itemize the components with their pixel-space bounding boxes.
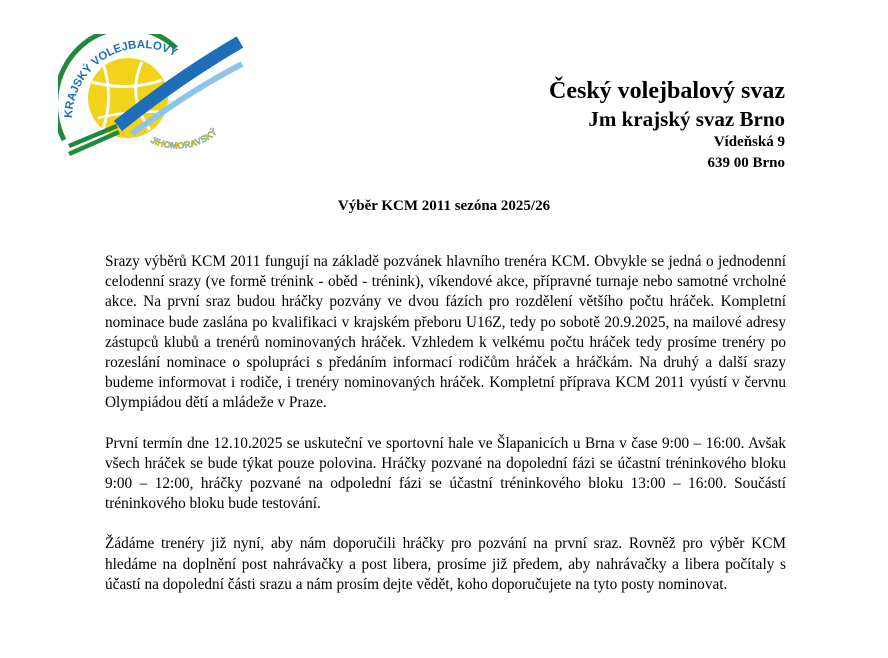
document-body (105, 252, 786, 615)
address-city: 639 00 Brno (707, 155, 785, 171)
document-title: Výběr KCM 2011 sezóna 2025/26 (337, 198, 551, 214)
union-logo (58, 34, 244, 162)
letterhead (549, 76, 785, 174)
paragraph-1: Srazy výběrů KCM 2011 fungují na základě pozvánek hlavního trenéra KCM. Obvykle se jedná o jednodenní celodenní srazy (ve formě trénink - oběd - trénink), víkendové akce, přípravné turnaje nebo samotné vrcholné akce. Na první sraz budou hráčky pozvány ve dvou fázích pro rozdělení většího počtu hráček. Kompletní nominace bude zaslána po kvalifikaci v krajském přeboru U16Z, tedy po sobotě 20.9.2025, na mailové adresy zástupců klubů a trenérů nominovaných hráček. Vzhledem k velkému počtu hráček tedy prosíme trenéry po rozeslání nominace o spolupráci s předáním informací rodičům hráček a hráčkám. Na druhý a další srazy budeme informovat i rodiče, i trenéry nominovaných hráček. Kompletní příprava KCM 2011 vyústí v červnu Olympiádou dětí a mládeže v Praze. (105, 253, 786, 412)
address-street: Vídeňská 9 (713, 134, 785, 150)
paragraph-2: První termín dne 12.10.2025 se uskuteční ve sportovní hale ve Šlapanicích u Brna v čase 9:00 – 16:00. Avšak všech hráček se bude týkat pouze polovina. Hráčky pozvané na dopolední fázi se účastní tréninkového bloku 9:00 – 12:00, hráčky pozvané na odpolední fázi se účastní tréninkového bloku 13:00 – 16:00. Součástí tréninkového bloku bude testování. (105, 434, 786, 513)
svg-text:JIHOMORAVSKÝ (149, 126, 219, 151)
logo-arc-top-text: KRAJSKÝ VOLEJBALOVÝ (62, 38, 180, 119)
green-stripes (68, 124, 120, 156)
org-branch: Jm krajský svaz Brno (588, 107, 785, 131)
logo-arc-right-text: JIHOMORAVSKÝ (149, 126, 219, 151)
org-name: Český volejbalový svaz (549, 78, 785, 104)
volleyball-logo-graphic (58, 34, 244, 162)
paragraph-3: Žádáme trenéry již nyní, aby nám doporučili hráčky pro pozvání na první sraz. Rovněž pro výběr KCM hledáme na doplnění post nahrávačky a post libera, prosíme již předem, aby nahrávačky a libera počítaly s účastí na dopolední části srazu a nám prosím dejte vědět, koho doporučujete na tyto posty nominovat. (105, 535, 786, 593)
